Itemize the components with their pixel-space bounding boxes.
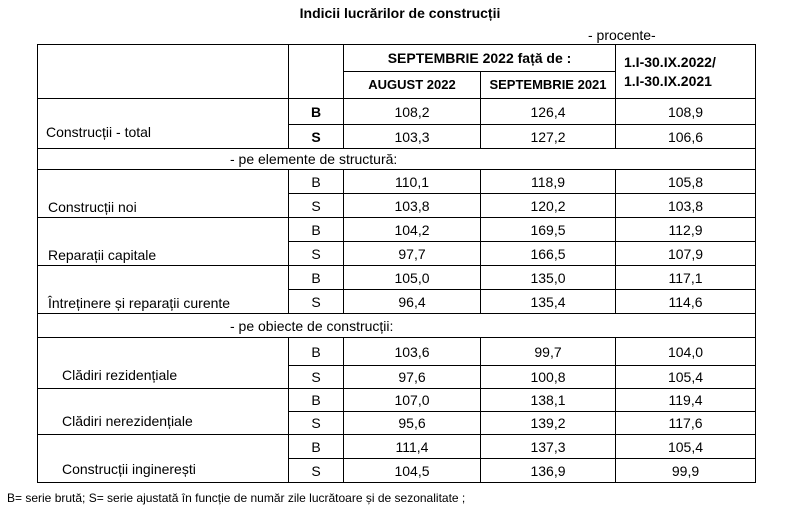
table-row [38,218,756,242]
value-cumulative: 103,8 [616,194,756,218]
row-name: Clădiri rezidențiale [38,338,289,389]
value-august: 96,4 [344,290,481,314]
series-code: S [289,194,344,218]
table-row [38,170,756,194]
value-september: 166,5 [481,242,616,266]
value-september: 127,2 [481,125,616,149]
value-cumulative: 104,0 [616,338,756,366]
header-cumulative-line2: 1.I-30.IX.2021 [624,72,712,89]
value-september: 118,9 [481,170,616,194]
header-code-cell [289,45,344,99]
value-august: 107,0 [344,389,481,412]
series-code: B [289,218,344,242]
section-row [38,314,756,338]
section-row [38,149,756,170]
value-cumulative: 99,9 [616,459,756,483]
header-cumulative [616,45,756,99]
section-label-objects: - pe obiecte de construcții: [38,314,756,338]
header-cumulative-line1: 1.I-30.IX.2022/ [624,53,716,70]
value-cumulative: 117,6 [616,412,756,435]
value-september: 135,0 [481,266,616,290]
header-name-cell [38,45,289,99]
table-title: Indicii lucrărilor de construcții [299,5,501,21]
value-cumulative: 119,4 [616,389,756,412]
row-name-total: Construcții - total [38,99,289,149]
series-code: S [289,125,344,149]
value-august: 104,5 [344,459,481,483]
row-name: Reparații capitale [38,218,289,266]
series-code: B [289,338,344,366]
value-cumulative: 107,9 [616,242,756,266]
value-september: 169,5 [481,218,616,242]
value-august: 105,0 [344,266,481,290]
value-august: 111,4 [344,435,481,459]
value-cumulative: 117,1 [616,266,756,290]
row-name: Construcții noi [38,170,289,218]
value-august: 103,8 [344,194,481,218]
value-september: 120,2 [481,194,616,218]
row-name: Construcții inginerești [38,435,289,483]
value-august: 95,6 [344,412,481,435]
value-august: 104,2 [344,218,481,242]
value-cumulative: 105,4 [616,366,756,389]
value-september: 136,9 [481,459,616,483]
value-cumulative: 114,6 [616,290,756,314]
table-row [38,338,756,366]
header-september: SEPTEMBRIE 2021 [481,72,616,99]
series-code: B [289,99,344,125]
value-september: 137,3 [481,435,616,459]
footnote: B= serie brută; S= serie ajustată în funcție de număr zile lucrătoare și de sezonalitate ; [7,491,466,505]
series-code: B [289,389,344,412]
table-row [38,435,756,459]
value-september: 126,4 [481,99,616,125]
value-august: 97,7 [344,242,481,266]
value-august: 103,3 [344,125,481,149]
construction-indices-table [37,44,756,483]
row-name: Întreținere și reparații curente [38,266,289,314]
series-code: B [289,170,344,194]
table-row [38,99,756,125]
series-code: S [289,290,344,314]
value-august: 103,6 [344,338,481,366]
value-september: 135,4 [481,290,616,314]
series-code: B [289,435,344,459]
section-label-structure: - pe elemente de structură: [38,149,756,170]
value-september: 139,2 [481,412,616,435]
header-row-1 [38,45,756,72]
value-cumulative: 105,4 [616,435,756,459]
value-august: 110,1 [344,170,481,194]
table-row [38,389,756,412]
value-september: 138,1 [481,389,616,412]
table-row [38,266,756,290]
value-cumulative: 112,9 [616,218,756,242]
value-cumulative: 108,9 [616,99,756,125]
units-label: - procente- [588,27,656,43]
header-august: AUGUST 2022 [344,72,481,99]
value-august: 108,2 [344,99,481,125]
series-code: S [289,459,344,483]
value-cumulative: 106,6 [616,125,756,149]
series-code: B [289,266,344,290]
value-september: 100,8 [481,366,616,389]
value-cumulative: 105,8 [616,170,756,194]
series-code: S [289,242,344,266]
series-code: S [289,412,344,435]
value-august: 97,6 [344,366,481,389]
value-september: 99,7 [481,338,616,366]
header-group: SEPTEMBRIE 2022 față de : [344,45,616,72]
series-code: S [289,366,344,389]
row-name: Clădiri nerezidențiale [38,389,289,435]
